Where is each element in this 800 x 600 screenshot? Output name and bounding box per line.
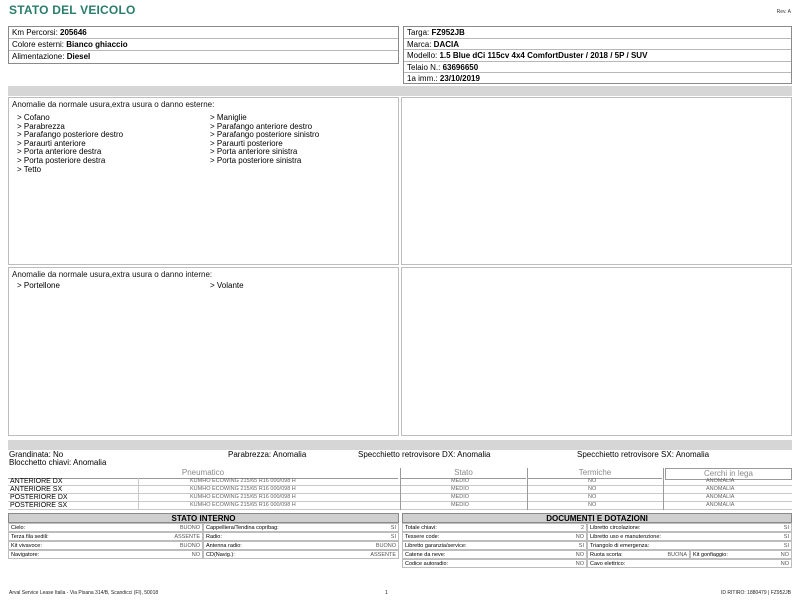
tyre-cerchi: ANOMALIA (706, 486, 735, 492)
footer-company: Arval Service Lease Italia - Via Pisana 314/B, Scandicci (FI), 50018 (9, 590, 159, 596)
info-value-targa: FZ952JB (431, 28, 465, 37)
field-value: BUONO (179, 525, 200, 531)
documenti-cell (402, 541, 587, 550)
tyre-termiche: NO (588, 494, 597, 500)
damage-item: > Parafango posteriore sinistro (210, 130, 320, 140)
tyre-stato: MEDIO (451, 486, 470, 492)
page-title: STATO DEL VEICOLO (9, 3, 136, 17)
info-label: 1a imm.: (407, 74, 440, 83)
documenti-cell (587, 550, 690, 559)
damage-item: > Tetto (17, 164, 42, 174)
footer-id: ID RITIRO: 1880479 | FZ952JB (721, 590, 791, 596)
blocchetto-text: Blocchetto chiavi: Anomalia (9, 458, 107, 467)
info-label: Km Percorsi: (12, 28, 61, 37)
tyre-cerchi: ANOMALIA (706, 478, 735, 484)
internal-damage-panel (8, 267, 399, 436)
info-row-targa (404, 27, 791, 39)
field-label: Libretto garanzia/service: (405, 543, 467, 549)
external-photo-panel (401, 97, 792, 265)
specchietto-dx-text: Specchietto retrovisore DX: Anomalia (358, 450, 491, 459)
tyre-stato: MEDIO (451, 478, 470, 484)
tyre-cerchi: ANOMALIA (706, 502, 735, 508)
field-value: SI (390, 534, 396, 540)
info-row-km (9, 27, 398, 39)
field-label: Kit vivavoce: (11, 543, 42, 549)
field-label: Cappelliera/Tendina copribag: (206, 525, 279, 531)
field-label: Antenna radio: (206, 543, 242, 549)
tyre-model: KUMHO ECOWING 215/65 R16 000/098 H (190, 478, 296, 484)
field-label: Catene da neve: (405, 552, 446, 558)
vehicle-info-left (8, 26, 399, 64)
field-label: Kit gonfiaggio: (693, 552, 728, 558)
field-label: Radio: (206, 534, 222, 540)
info-label: Telaio N.: (407, 62, 443, 72)
field-value: SI (578, 543, 584, 549)
tyres-header-termiche: Termiche (528, 468, 662, 479)
stato-interno-cell (8, 550, 203, 559)
field-label: Totale chiavi: (405, 525, 437, 531)
tyre-position: ANTERIORE SX (10, 486, 63, 493)
column-divider (663, 468, 664, 510)
tyre-termiche: NO (588, 486, 597, 492)
info-value-colore: Bianco ghiaccio (66, 40, 128, 49)
info-value-immatricolazione: 23/10/2019 (439, 74, 480, 83)
field-label: Terza fila sedili: (11, 534, 49, 540)
damage-item: > Porta posteriore sinistra (210, 155, 302, 165)
stato-interno-cell (8, 541, 203, 550)
damage-item: > Porta anteriore destra (17, 147, 102, 157)
documenti-cell (587, 532, 792, 541)
tyres-header-pneumatico: Pneumatico (8, 468, 398, 479)
parabrezza-text: Parabrezza: Anomalia (228, 450, 307, 459)
stato-interno-cell (203, 532, 399, 541)
field-value: SI (390, 525, 396, 531)
tyre-position: POSTERIORE SX (10, 502, 68, 509)
documenti-cell (402, 559, 587, 568)
tyre-termiche: NO (588, 478, 597, 484)
section-divider (8, 86, 792, 96)
field-value: NO (575, 561, 584, 567)
tyre-model: KUMHO ECOWING 215/65 R16 000/098 H (190, 502, 296, 508)
column-divider (527, 468, 528, 510)
field-label: Tessere code: (405, 534, 440, 540)
field-value: ASSENTE (370, 552, 396, 558)
field-label: Libretto circolazione: (590, 525, 641, 531)
external-damage-heading: Anomalie da normale usura,extra usura o danno esterne: (12, 100, 215, 109)
damage-item: > Portellone (17, 281, 60, 290)
field-value: NO (575, 534, 584, 540)
stato-interno-cell (203, 541, 399, 550)
section-divider (8, 440, 792, 450)
tyre-model: KUMHO ECOWING 215/65 R16 000/098 H (190, 494, 296, 500)
field-label: Codice autoradio: (405, 561, 449, 567)
damage-item: > Paraurti anteriore (17, 138, 86, 148)
documenti-cell (690, 550, 792, 559)
info-row-alimentazione (9, 51, 398, 63)
stato-interno-cell (8, 532, 203, 541)
damage-item: > Porta posteriore destra (17, 155, 106, 165)
field-value: SI (783, 525, 789, 531)
info-row-marca (404, 39, 791, 51)
external-damage-col2 (210, 114, 319, 166)
documenti-cell (402, 532, 587, 541)
info-label: Colore esterni: (12, 40, 67, 49)
field-label: Cielo: (11, 525, 26, 531)
field-value: NO (575, 552, 584, 558)
tyre-cerchi: ANOMALIA (706, 494, 735, 500)
tyre-termiche: NO (588, 502, 597, 508)
documenti-heading: DOCUMENTI E DOTAZIONI (402, 513, 792, 523)
damage-item: > Parabrezza (17, 121, 65, 131)
stato-interno-heading: STATO INTERNO (8, 513, 399, 523)
specchietto-sx-text: Specchietto retrovisore SX: Anomalia (577, 450, 710, 459)
damage-item: > Parafango posteriore destro (17, 130, 124, 140)
info-value-telaio: 63696650 (442, 62, 479, 72)
documenti-cell (402, 523, 587, 532)
internal-damage-col1 (17, 282, 60, 291)
field-value: NO (780, 552, 789, 558)
grandinata-text: Grandinata: No (9, 450, 64, 459)
info-row-colore (9, 39, 398, 51)
info-value-alimentazione: Diesel (66, 52, 91, 61)
documenti-cell (587, 523, 792, 532)
field-value: 2 (580, 525, 584, 531)
damage-item: > Maniglie (210, 113, 247, 122)
info-value-marca: DACIA (433, 39, 460, 49)
column-divider (400, 468, 401, 510)
field-value: BUONO (179, 543, 200, 549)
external-damage-panel (8, 97, 399, 265)
field-value: SI (783, 534, 789, 540)
damage-item: > Paraurti posteriore (210, 138, 283, 148)
tyres-table (8, 468, 792, 510)
info-label: Alimentazione: (12, 52, 67, 61)
stato-interno-cell (203, 523, 399, 532)
info-value-modello: 1.5 Blue dCi 115cv 4x4 ComfortDuster / 2018 / 5P / SUV (439, 51, 648, 60)
internal-damage-col2 (210, 282, 244, 291)
damage-item: > Cofano (17, 113, 50, 122)
field-label: Ruota scorta: (590, 552, 623, 558)
damage-item: > Parafango anteriore destro (210, 121, 313, 131)
damage-item: > Volante (210, 281, 244, 290)
tyre-stato: MEDIO (451, 494, 470, 500)
field-value: NO (191, 552, 200, 558)
info-row-telaio (404, 62, 791, 74)
stato-interno-cell (8, 523, 203, 532)
external-damage-col1 (17, 114, 123, 174)
documenti-cell (587, 559, 792, 568)
tyre-position: ANTERIORE DX (10, 478, 63, 485)
column-divider (138, 478, 139, 510)
field-label: Libretto uso e manutenzione: (590, 534, 661, 540)
footer-page-number: 1 (385, 590, 388, 596)
tyres-header-stato: Stato (401, 468, 526, 479)
field-value: NO (780, 561, 789, 567)
documenti-cell (402, 550, 587, 559)
tyre-position: POSTERIORE DX (10, 494, 68, 501)
info-value-km: 205646 (60, 28, 87, 37)
field-label: CD(Navig.): (206, 552, 235, 558)
internal-photo-panel (401, 267, 792, 436)
info-label: Modello: (407, 51, 440, 60)
vehicle-info-right (403, 26, 792, 84)
tyre-model: KUMHO ECOWING 215/65 R16 000/098 H (190, 486, 296, 492)
documenti-cell (587, 541, 792, 550)
internal-damage-heading: Anomalie da normale usura,extra usura o danno interne: (12, 270, 213, 279)
field-value: BUONO (375, 543, 396, 549)
tyre-stato: MEDIO (451, 502, 470, 508)
field-value: BUONA (667, 552, 687, 558)
info-label: Targa: (407, 28, 432, 37)
field-value: SI (783, 543, 789, 549)
info-row-immatricolazione (404, 73, 791, 85)
info-row-modello (404, 50, 791, 62)
info-label: Marca: (407, 39, 434, 49)
field-label: Navigatore: (11, 552, 40, 558)
revision-label: Rev. A (776, 9, 791, 15)
tyres-header-cerchi: Cerchi in lega (665, 468, 792, 480)
field-value: ASSENTE (174, 534, 200, 540)
stato-interno-cell (203, 550, 399, 559)
damage-item: > Porta anteriore sinistra (210, 147, 298, 157)
field-label: Triangolo di emergenza: (590, 543, 650, 549)
field-label: Cavo elettrico: (590, 561, 626, 567)
